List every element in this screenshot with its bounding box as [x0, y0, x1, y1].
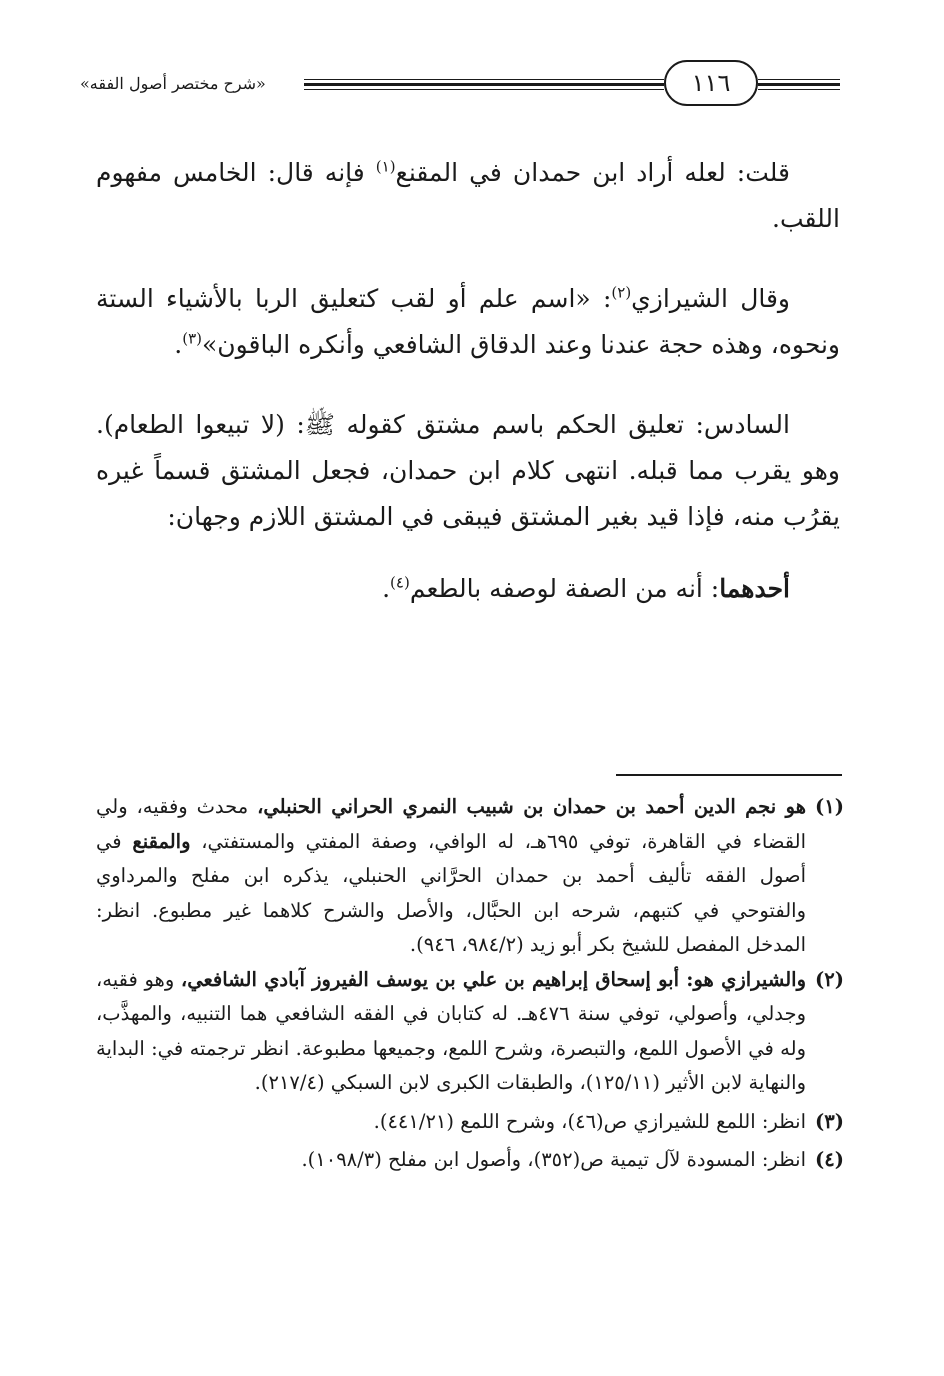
- paragraph-2: [96, 276, 840, 368]
- footnote-4: [96, 1143, 844, 1178]
- main-text: [96, 150, 840, 612]
- footnote-2: [96, 963, 844, 1101]
- paragraph-4-text: : أنه من الصفة لوصفه بالطعم: [409, 574, 720, 603]
- footnote-number: (٤): [815, 1148, 844, 1171]
- header-rule-left: [304, 83, 664, 86]
- footnote-bold-lead: والشيرازي هو: أبو إسحاق إبراهيم بن علي بن يوسف الفيروز آبادي الشافعي،: [180, 967, 806, 991]
- footnote-number: (٣): [815, 1109, 844, 1133]
- paragraph-2-text: وقال الشيرازي: [631, 284, 790, 313]
- footnote-ref-1: (١): [375, 157, 396, 176]
- footnote-body: [96, 963, 806, 1101]
- paragraph-1: [96, 150, 840, 242]
- footnote-bold-lead: هو نجم الدين أحمد بن حمدان بن شبيب النمري الحراني الحنبلي،: [257, 795, 806, 818]
- paragraph-4-end: .: [382, 574, 391, 603]
- paragraph-3: السادس: تعليق الحكم باسم مشتق كقوله ﷺ: (لا تبيعوا الطعام). وهو يقرب مما قبله. انتهى كلام ابن حمدان، فجعل المشتق قسماً غيره يقرُب منه، فإذا قيد بغير المشتق فيبقى في المشتق اللازم وجهان:: [96, 410, 840, 531]
- footnote-3: [96, 1105, 844, 1140]
- paragraph-1-text: قلت: لعله أراد ابن حمدان في المقنع: [395, 158, 790, 187]
- footnotes: [96, 790, 844, 1178]
- paragraph-2-quote: : «اسم علم أو لقب كتعليق الربا بالأشياء الستة ونحوه، وهذه حجة عندنا وعند الدقاق الشافعي وأنكره الباقون»: [96, 284, 840, 359]
- footnote-bold-term: والمقنع: [132, 829, 191, 853]
- footnote-body: انظر: المسودة لآل تيمية ص(٣٥٢)، وأصول ابن مفلح (١٠٩٨/٣).: [301, 1148, 806, 1171]
- footnote-ref-2: (٢): [611, 283, 632, 302]
- footnote-text: وهو فقيه، وجدلي، وأصولي، توفي سنة ٤٧٦هـ. له كتابان في الفقه الشافعي هما التنبيه، والمهذَّب، وله في الأصول اللمع، والتبصرة، وشرح اللمع، وجميعها مطبوعة. انظر ترجمته في: البداية والنهاية لابن الأثير (١٢٥/١١)، والطبقات الكبرى لابن السبكي (٢١٧/٤).: [96, 967, 806, 1094]
- footnote-separator: [616, 774, 842, 776]
- header-rule-right: [758, 83, 840, 86]
- paragraph-1-tail: فإنه قال: الخامس مفهوم اللقب.: [96, 158, 840, 233]
- running-title: «شرح مختصر أصول الفقه»: [80, 74, 266, 93]
- footnote-body: [96, 790, 806, 963]
- footnote-number: (٢): [815, 967, 844, 991]
- paragraph-4: [96, 566, 840, 612]
- footnote-text: محدث وفقيه، ولي القضاء في القاهرة، توفي ٦٩٥هـ، له الوافي، وصفة المفتي والمستفتي،: [96, 795, 806, 853]
- footnote-ref-4: (٤): [390, 573, 410, 592]
- footnote-1: [96, 790, 844, 963]
- footnote-body: انظر: اللمع للشيرازي ص(٤٦)، وشرح اللمع (٤٤١/٢١).: [373, 1109, 806, 1133]
- footnote-number: (١): [815, 795, 844, 818]
- paragraph-2-end: .: [174, 330, 183, 359]
- paragraph-4-lead: أحدهما: [719, 574, 790, 603]
- footnote-text-cont: في أصول الفقه تأليف أحمد بن حمدان الحرَّاني الحنبلي، يذكره ابن مفلح والمرداوي والفتوحي في كتبهم، شرحه ابن الحبَّال، والأصل والشرح كلاهما غير مطبوع. انظر: المدخل المفصل للشيخ بكر أبو زيد (٩٨٤/٢، ٩٤٦).: [96, 829, 806, 956]
- page-number: ١١٦: [664, 60, 758, 106]
- footnote-ref-3: (٣): [182, 329, 202, 348]
